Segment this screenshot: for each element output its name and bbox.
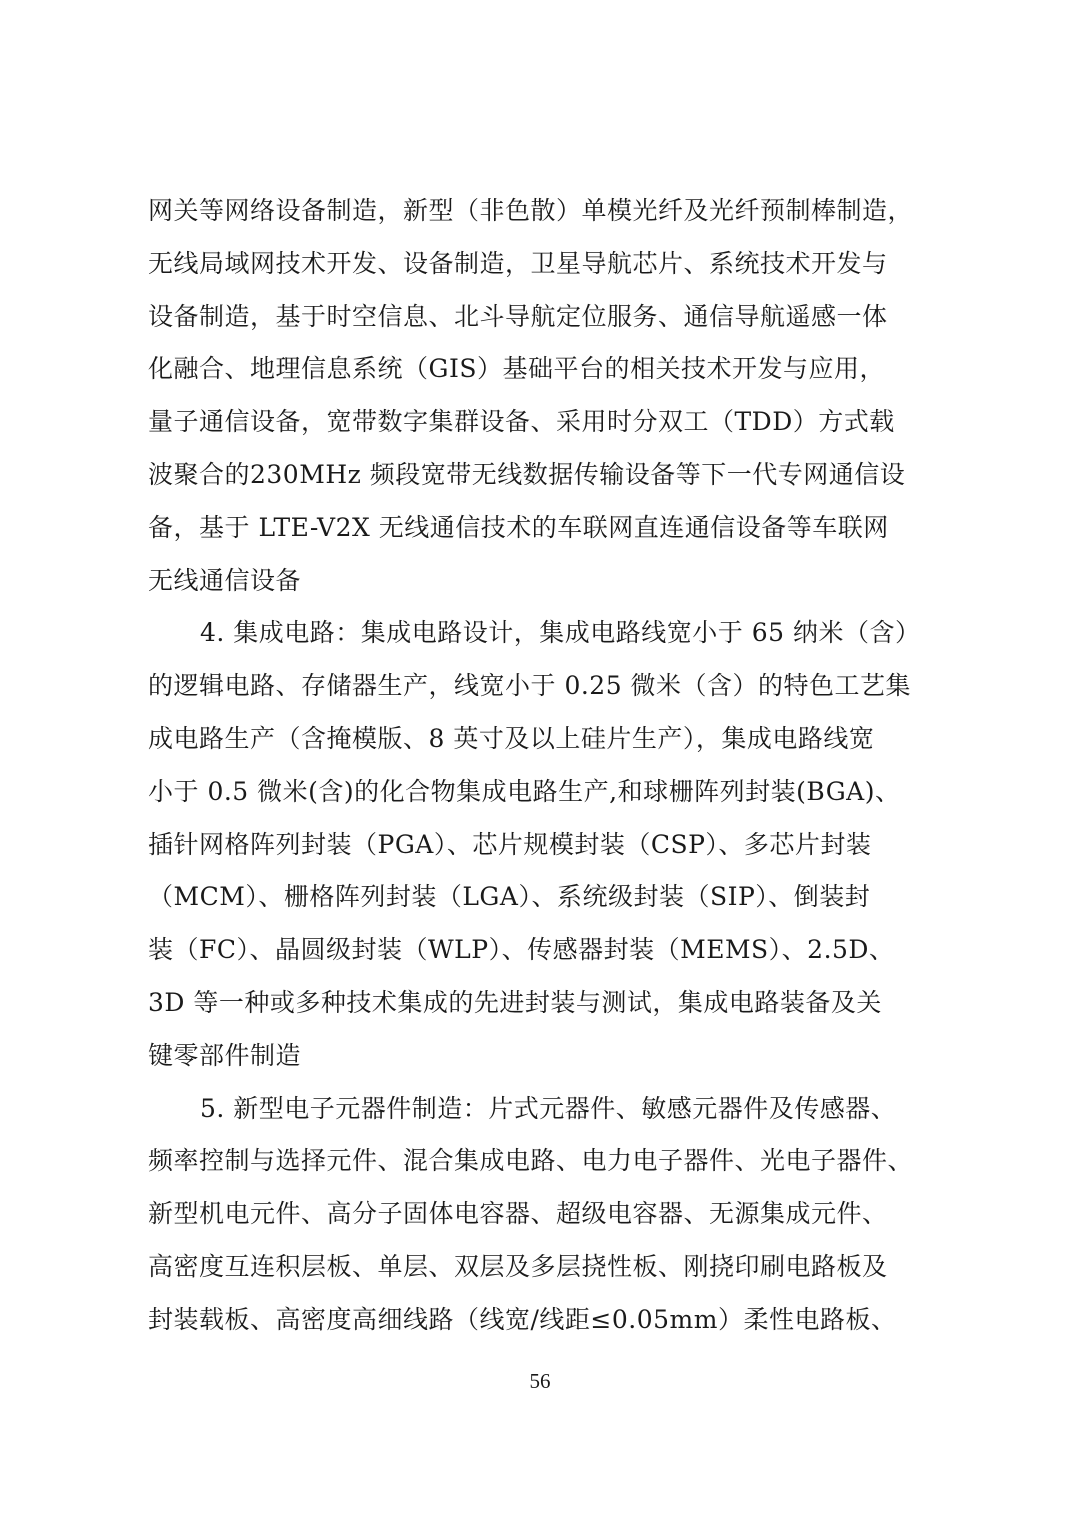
- text-line: 波聚合的230MHz 频段宽带无线数据传输设备等下一代专网通信设: [148, 459, 906, 489]
- paragraph-start-line: 5. 新型电子元器件制造：片式元器件、敏感元器件及传感器、: [200, 1093, 897, 1123]
- text-line: 网关等网络设备制造，新型（非色散）单模光纤及光纤预制棒制造，: [148, 196, 914, 225]
- page-number: 56: [529, 1369, 551, 1393]
- text-line: 3D 等一种或多种技术集成的先进封装与测试，集成电路装备及关: [148, 987, 882, 1017]
- paragraph-start-line: 4. 集成电路：集成电路设计，集成电路线宽小于 65 纳米（含）: [200, 618, 921, 648]
- text-line: （MCM）、栅格阵列封装（LGA）、系统级封装（SIP）、倒装封: [148, 882, 871, 912]
- text-line: 装（FC）、晶圆级封装（WLP）、传感器封装（MEMS）、2.5D、: [148, 935, 895, 965]
- body-text: [148, 185, 938, 1347]
- text-line: 化融合、地理信息系统（GIS）基础平台的相关技术开发与应用，: [148, 354, 885, 384]
- text-line: 键零部件制造: [148, 1040, 302, 1070]
- text-line: 成电路生产（含掩模版、8 英寸及以上硅片生产），集成电路线宽: [148, 723, 875, 753]
- text-line: 高密度互连积层板、单层、双层及多层挠性板、刚挠印刷电路板及: [148, 1251, 888, 1281]
- text-line: 封装载板、高密度高细线路（线宽/线距≤0.05mm）柔性电路板、: [148, 1304, 897, 1334]
- text-line: 的逻辑电路、存储器生产，线宽小于 0.25 微米（含）的特色工艺集: [148, 671, 912, 701]
- text-line: 无线通信设备: [148, 565, 302, 595]
- text-line: 插针网格阵列封装（PGA）、芯片规模封装（CSP）、多芯片封装: [148, 829, 872, 859]
- text-line: 频率控制与选择元件、混合集成电路、电力电子器件、光电子器件、: [148, 1146, 914, 1176]
- text-line: 备，基于 LTE-V2X 无线通信技术的车联网直连通信设备等车联网: [148, 512, 889, 542]
- text-line: 新型机电元件、高分子固体电容器、超级电容器、无源集成元件、: [148, 1199, 888, 1229]
- text-line: 无线局域网技术开发、设备制造，卫星导航芯片、系统技术开发与: [148, 248, 888, 278]
- text-line: 量子通信设备，宽带数字集群设备、采用时分双工（TDD）方式载: [148, 407, 895, 437]
- text-line: 设备制造，基于时空信息、北斗导航定位服务、通信导航遥感一体: [148, 301, 888, 331]
- text-line: 小于 0.5 微米(含)的化合物集成电路生产,和球栅阵列封装(BGA)、: [148, 776, 901, 806]
